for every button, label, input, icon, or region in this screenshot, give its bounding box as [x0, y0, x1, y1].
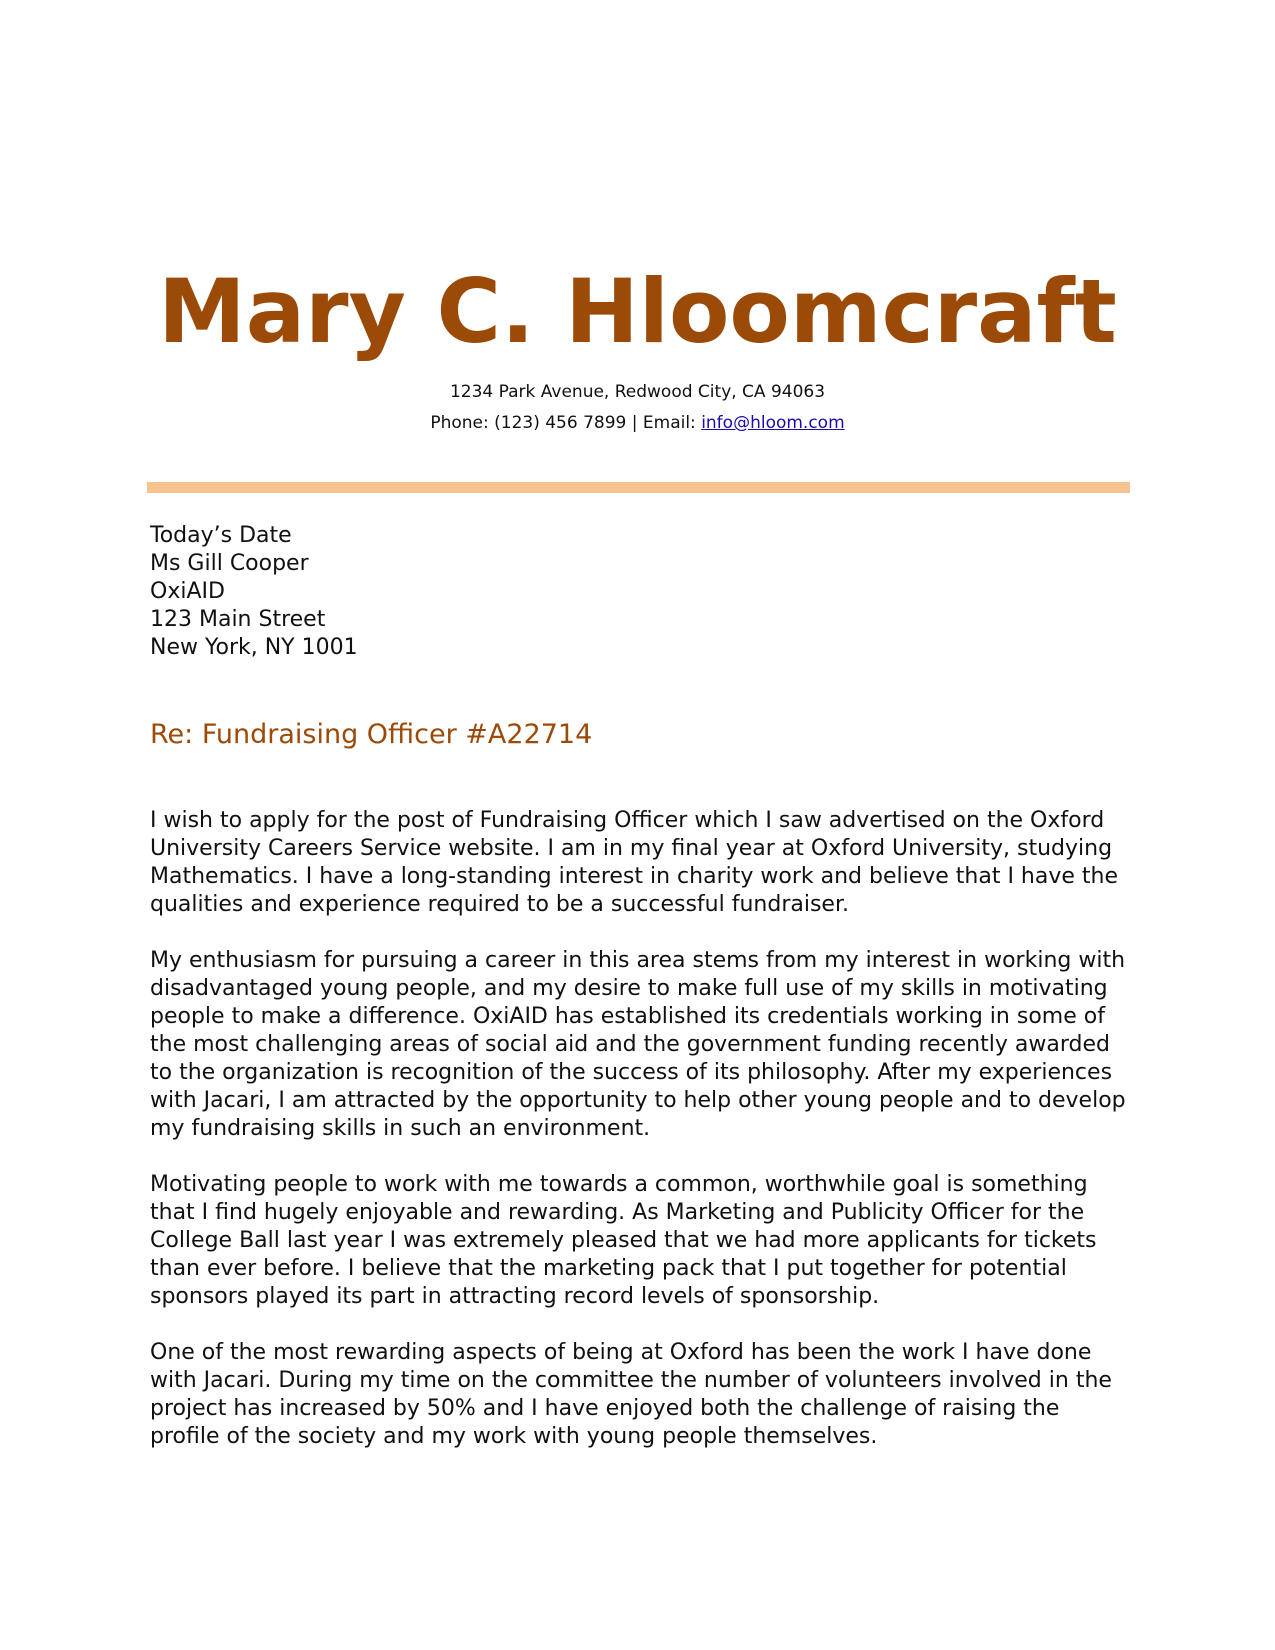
letter-date: Today’s Date: [150, 523, 292, 548]
sender-contact-line: [0, 412, 1275, 434]
sender-name: Mary C. Hloomcraft: [158, 260, 1117, 363]
header-divider: [147, 482, 1130, 493]
recipient-city: New York, NY 1001: [150, 635, 358, 660]
email-link[interactable]: info@hloom.com: [701, 413, 845, 433]
subject-line: Re: Fundraising Officer #A22714: [150, 719, 593, 750]
phone-email-label: Phone: (123) 456 7899 | Email:: [430, 413, 702, 433]
recipient-organization: OxiAID: [150, 579, 225, 604]
body-paragraph: My enthusiasm for pursuing a career in this area stems from my interest in working with disadvantaged young people, and my desire to make full use of my skills in motivating people to make a difference. OxiAID has established its credentials working in some of the most challenging areas of social aid and the government funding recently awarded to the organization is recognition of the success of its philosophy. After my experiences with Jacari, I am attracted by the opportunity to help other young people and to develop my fundraising skills in such an environment.: [150, 948, 1126, 1141]
body-paragraph: One of the most rewarding aspects of being at Oxford has been the work I have done with Jacari. During my time on the committee the number of volunteers involved in the project has increased by 50% and I have enjoyed both the challenge of raising the profile of the society and my work with young people themselves.: [150, 1340, 1112, 1449]
sender-address: 1234 Park Avenue, Redwood City, CA 94063: [449, 382, 826, 402]
body-paragraph: I wish to apply for the post of Fundraising Officer which I saw advertised on the Oxford University Careers Service website. I am in my final year at Oxford University, studying Mathematics. I have a long-standing interest in charity work and believe that I have the qualities and experience required to be a successful fundraiser.: [150, 808, 1119, 917]
recipient-name: Ms Gill Cooper: [150, 551, 309, 576]
recipient-block: [150, 522, 358, 662]
body-paragraph: Motivating people to work with me towards a common, worthwhile goal is something that I find hugely enjoyable and rewarding. As Marketing and Publicity Officer for the College Ball last year I was extremely pleased that we had more applicants for tickets than ever before. I believe that the marketing pack that I put together for potential sponsors played its part in attracting record levels of sponsorship.: [150, 1172, 1097, 1309]
letter-body: [150, 807, 1135, 1479]
recipient-street: 123 Main Street: [150, 607, 326, 632]
